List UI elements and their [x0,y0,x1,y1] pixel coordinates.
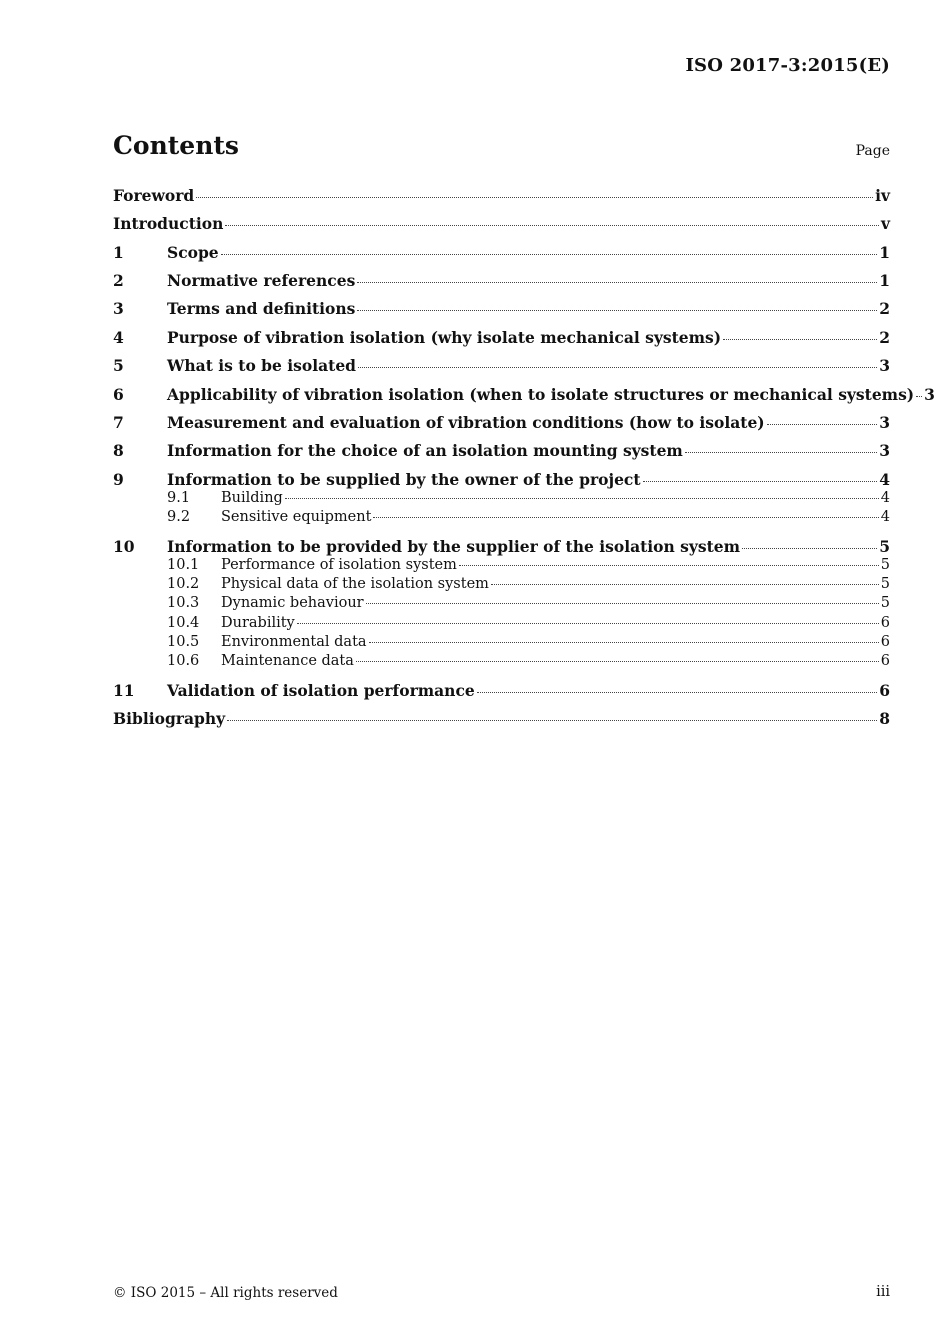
toc-entry-page: 4 [880,509,890,525]
toc-entry-number: 5 [113,356,124,375]
toc-dot-leader [356,661,879,662]
toc-dot-leader [285,498,879,499]
toc-entry-number: 4 [113,328,124,347]
toc-entry-title: Scope [167,243,219,262]
toc-entry-title: Maintenance data [221,653,354,669]
toc-entry-number: 9 [113,470,124,489]
toc-entry-title: Purpose of vibration isolation (why isolate mechanical systems) [167,328,722,347]
toc-entry-title: Validation of isolation performance [167,681,475,700]
toc-entry[interactable] [113,328,890,347]
toc-entry-title: Sensitive equipment [221,509,372,525]
toc-entry-page: 5 [880,557,890,573]
toc-entry-page: 5 [880,576,890,592]
toc-entry[interactable] [113,470,890,489]
toc-dot-leader [227,720,877,721]
toc-entry-number: 10.1 [167,557,200,573]
toc-entry-page: 2 [879,328,890,347]
toc-entry-title: Building [221,490,283,506]
toc-dot-leader [643,481,878,482]
toc-entry-page: 6 [879,681,890,700]
toc-entry[interactable] [113,271,890,290]
toc-entry[interactable] [113,653,890,669]
toc-entry[interactable] [113,299,890,318]
toc-entry[interactable] [113,490,890,506]
contents-title: Contents [113,131,240,160]
toc-dot-leader [196,197,873,198]
toc-entry-number: 10 [113,537,135,556]
toc-entry-number: 10.6 [167,653,200,669]
toc-entry[interactable] [113,634,890,650]
toc-entry-page: 2 [879,299,890,318]
toc-entry-number: 11 [113,681,135,700]
toc-entry-title: Terms and definitions [167,299,356,318]
toc-entry-page: 6 [880,653,890,669]
footer-copyright: © ISO 2015 – All rights reserved [113,1285,338,1301]
toc-entry[interactable] [113,413,890,432]
toc-entry-number: 10.4 [167,615,200,631]
toc-dot-leader [369,642,879,643]
toc-dot-leader [459,565,879,566]
toc-entry-title: Durability [221,615,295,631]
toc-entry-title: Performance of isolation system [221,557,457,573]
toc-entry-number: 7 [113,413,124,432]
toc-entry-title: Introduction [113,214,224,233]
toc-entry-page: iv [875,186,890,205]
toc-entry-title: Applicability of vibration isolation (when to isolate structures or mechanical systems) [167,385,915,404]
toc-entry-page: 6 [880,634,890,650]
toc-entry-number: 10.3 [167,595,200,611]
toc-entry-number: 8 [113,441,124,460]
toc-dot-leader [358,367,877,368]
toc-entry[interactable] [113,681,890,700]
toc-entry[interactable] [113,576,890,592]
toc-entry-title: Information to be supplied by the owner of the project [167,470,641,489]
toc-entry-number: 2 [113,271,124,290]
toc-entry[interactable] [113,615,890,631]
toc-dot-leader [723,339,877,340]
toc-dot-leader [366,603,879,604]
toc-entry-title: Information for the choice of an isolation mounting system [167,441,683,460]
toc-entry-title: Environmental data [221,634,367,650]
toc-dot-leader [297,623,879,624]
toc-entry[interactable] [113,709,890,728]
toc-dot-leader [916,396,922,397]
toc-dot-leader [685,452,877,453]
toc-entry-page: 3 [924,385,935,404]
toc-entry-page: 1 [879,243,890,262]
toc-entry-number: 10.5 [167,634,200,650]
toc-entry-page: 5 [880,595,890,611]
toc-entry-page: v [880,214,890,233]
toc-dot-leader [767,424,878,425]
toc-entry[interactable] [113,595,890,611]
toc-entry-title: Physical data of the isolation system [221,576,489,592]
toc-entry-title: What is to be isolated [167,356,357,375]
toc-entry-page: 6 [880,615,890,631]
toc-entry-title: Normative references [167,271,356,290]
toc-entry-page: 1 [879,271,890,290]
toc-entry-page: 5 [879,537,890,556]
toc-entry-page: 3 [879,356,890,375]
toc-entry-number: 10.2 [167,576,200,592]
toc-entry-number: 3 [113,299,124,318]
toc-entry[interactable] [113,186,890,205]
toc-entry-title: Bibliography [113,709,226,728]
toc-dot-leader [491,584,879,585]
toc-entry[interactable] [113,356,890,375]
toc-entry-page: 3 [879,413,890,432]
toc-dot-leader [373,517,878,518]
toc-entry[interactable] [113,243,890,262]
toc-dot-leader [221,254,878,255]
toc-dot-leader [357,310,877,311]
toc-entry-number: 1 [113,243,124,262]
footer-page-number: iii [876,1284,890,1300]
toc-entry-title: Foreword [113,186,195,205]
toc-entry-page: 4 [880,490,890,506]
toc-entry-page: 8 [879,709,890,728]
toc-entry[interactable] [113,509,890,525]
toc-dot-leader [225,225,879,226]
toc-entry-title: Measurement and evaluation of vibration conditions (how to isolate) [167,413,765,432]
toc-entry-page: 3 [879,441,890,460]
toc-dot-leader [477,692,877,693]
toc-dot-leader [357,282,877,283]
page-column-label: Page [855,143,890,159]
toc-entry[interactable] [113,557,890,573]
toc-entry-title: Information to be provided by the supplier of the isolation system [167,537,741,556]
toc-entry-page: 4 [879,470,890,489]
toc-entry[interactable] [113,214,890,233]
toc-entry-number: 9.2 [167,509,191,525]
doc-id: ISO 2017-3:2015(E) [685,55,890,76]
toc-entry-number: 9.1 [167,490,191,506]
toc-dot-leader [742,548,877,549]
toc-entry[interactable] [113,385,935,404]
toc-entry[interactable] [113,441,890,460]
toc-entry[interactable] [113,537,890,556]
toc-entry-number: 6 [113,385,124,404]
toc-entry-title: Dynamic behaviour [221,595,364,611]
